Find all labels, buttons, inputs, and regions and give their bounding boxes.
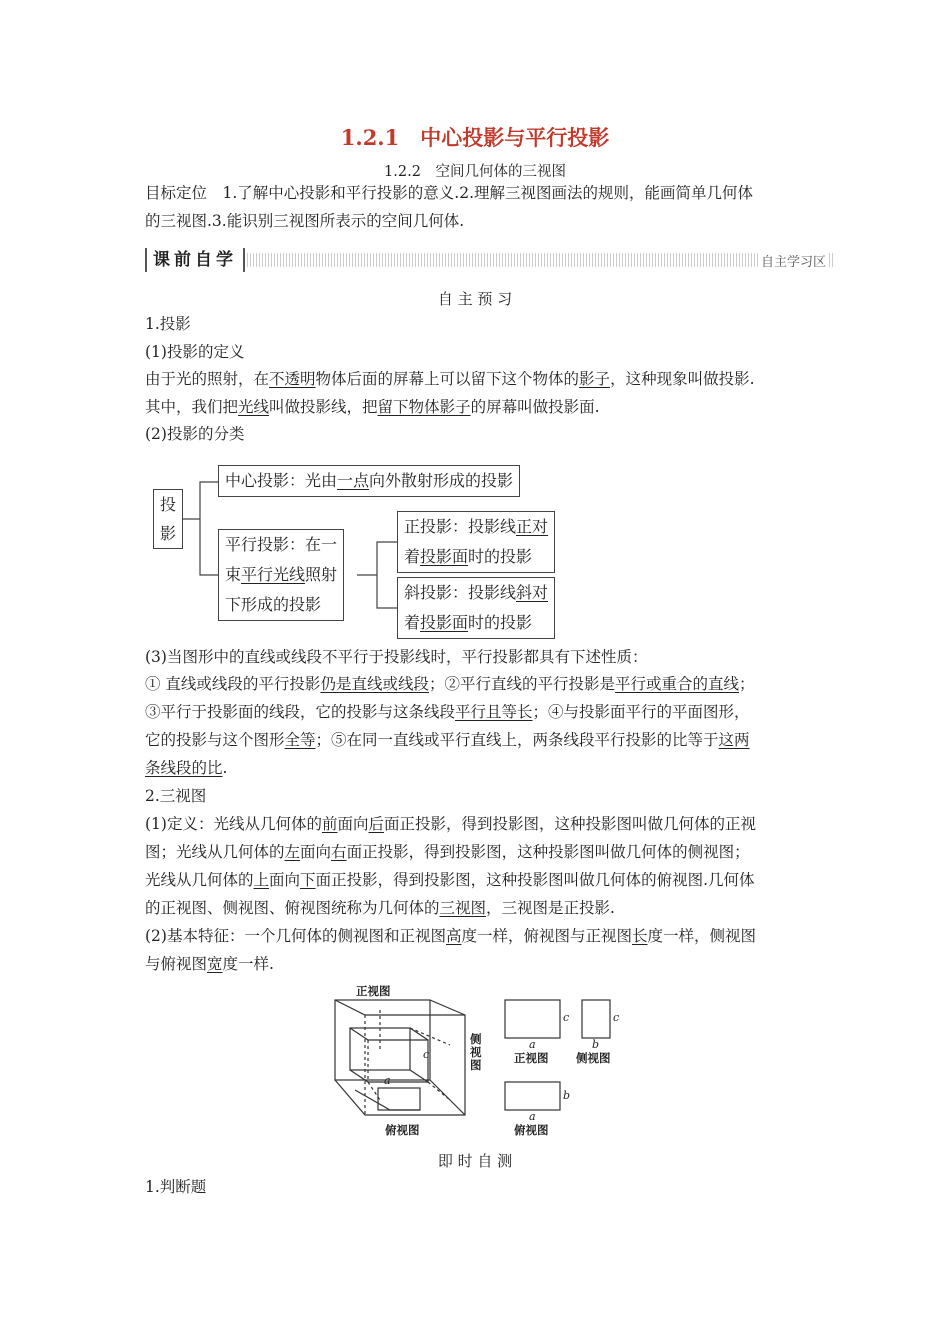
- fig-c-3d: c: [423, 1048, 430, 1061]
- fig-c-side: c: [613, 1011, 620, 1024]
- banner-right-label: 自主学习区: [758, 251, 829, 270]
- banner-label: 课前自学: [145, 248, 245, 272]
- tree-central-box: 中心投影：光由一点向外散射形成的投影: [218, 465, 520, 497]
- fig-a-3d: a: [384, 1074, 391, 1087]
- fig-c-front: c: [563, 1011, 570, 1024]
- s1-def-line-2: 其中，我们把光线叫做投影线，把留下物体影子的屏幕叫做投影面.: [145, 398, 600, 416]
- s2-line-5: (2)基本特征：一个几何体的侧视图和正视图高度一样，俯视图与正视图长度一样，侧视图: [145, 927, 757, 945]
- s2-line-6: 与俯视图宽度一样.: [145, 955, 274, 973]
- s1c-line-4: 它的投影与这个图形全等；⑤在同一直线或平行直线上，两条线段平行投影的比等于这两: [145, 731, 750, 749]
- s2-line-2: 图；光线从几何体的左面向右面正投影，得到投影图，这种投影图叫做几何体的侧视图；: [145, 843, 750, 861]
- s1c-line-3: ③平行于投影面的线段，它的投影与这条线段平行且等长；④与投影面平行的平面图形，: [145, 703, 750, 721]
- objective-line-1: 目标定位 1.了解中心投影和平行投影的意义.2.理解三视图画法的规则，能画简单几何体: [145, 184, 754, 202]
- s1-sub1: (1)投影的定义: [145, 343, 245, 361]
- fig-front-view-label: 正视图: [514, 1051, 549, 1065]
- fig-top-view-label: 俯视图: [514, 1123, 549, 1137]
- s1c-line-5: 条线段的比.: [145, 759, 228, 777]
- fig-b-side: b: [592, 1038, 600, 1051]
- s2-heading: 2.三视图: [145, 787, 207, 805]
- page-subtitle: 1.2.2 空间几何体的三视图: [384, 164, 566, 180]
- s1c-line-1: (3)当图形中的直线或线段不平行于投影线时，平行投影都具有下述性质：: [145, 648, 648, 666]
- section-heading: 自 主 预 习: [437, 290, 513, 308]
- section-heading-2: 即 时 自 测: [437, 1152, 513, 1170]
- s1-sub2: (2)投影的分类: [145, 425, 245, 443]
- s1-def-line-1: 由于光的照射，在不透明物体后面的屏幕上可以留下这个物体的影子，这种现象叫做投影.: [145, 370, 755, 388]
- fig-side-label: 侧 视 图: [470, 1032, 482, 1072]
- s2-line-3: 光线从几何体的上面向下面正投影，得到投影图，这种投影图叫做几何体的俯视图.几何体: [145, 871, 755, 889]
- s3-heading: 1.判断题: [145, 1178, 207, 1196]
- fig-a-front: a: [529, 1038, 536, 1051]
- fig-side-view-label: 侧视图: [576, 1051, 611, 1065]
- tree-parallel-box: 平行投影：在一 束平行光线照射 下形成的投影: [218, 529, 344, 621]
- fig-b-top: b: [563, 1089, 571, 1102]
- fig-top-label: 俯视图: [385, 1123, 420, 1137]
- s1c-line-2: ① 直线或线段的平行投影仍是直线或线段；②平行直线的平行投影是平行或重合的直线；: [145, 675, 755, 693]
- s2-line-1: (1)定义：光线从几何体的前面向后面正投影，得到投影图，这种投影图叫做几何体的正视: [145, 815, 757, 833]
- page-title: 1.2.1 中心投影与平行投影: [340, 125, 610, 150]
- fig-a-top: a: [529, 1110, 536, 1123]
- s2-line-4: 的正视图、侧视图、俯视图统称为几何体的三视图，三视图是正投影.: [145, 899, 615, 917]
- fig-front-label: 正视图: [356, 984, 391, 998]
- s1-heading: 1.投影: [145, 315, 191, 333]
- tree-oblique-box: 斜投影：投影线斜对 着投影面时的投影: [397, 577, 555, 639]
- tree-ortho-box: 正投影：投影线正对 着投影面时的投影: [397, 511, 555, 573]
- tree-root-box: 投 影: [153, 489, 183, 549]
- objective-line-2: 的三视图.3.能识别三视图所表示的空间几何体.: [145, 212, 465, 230]
